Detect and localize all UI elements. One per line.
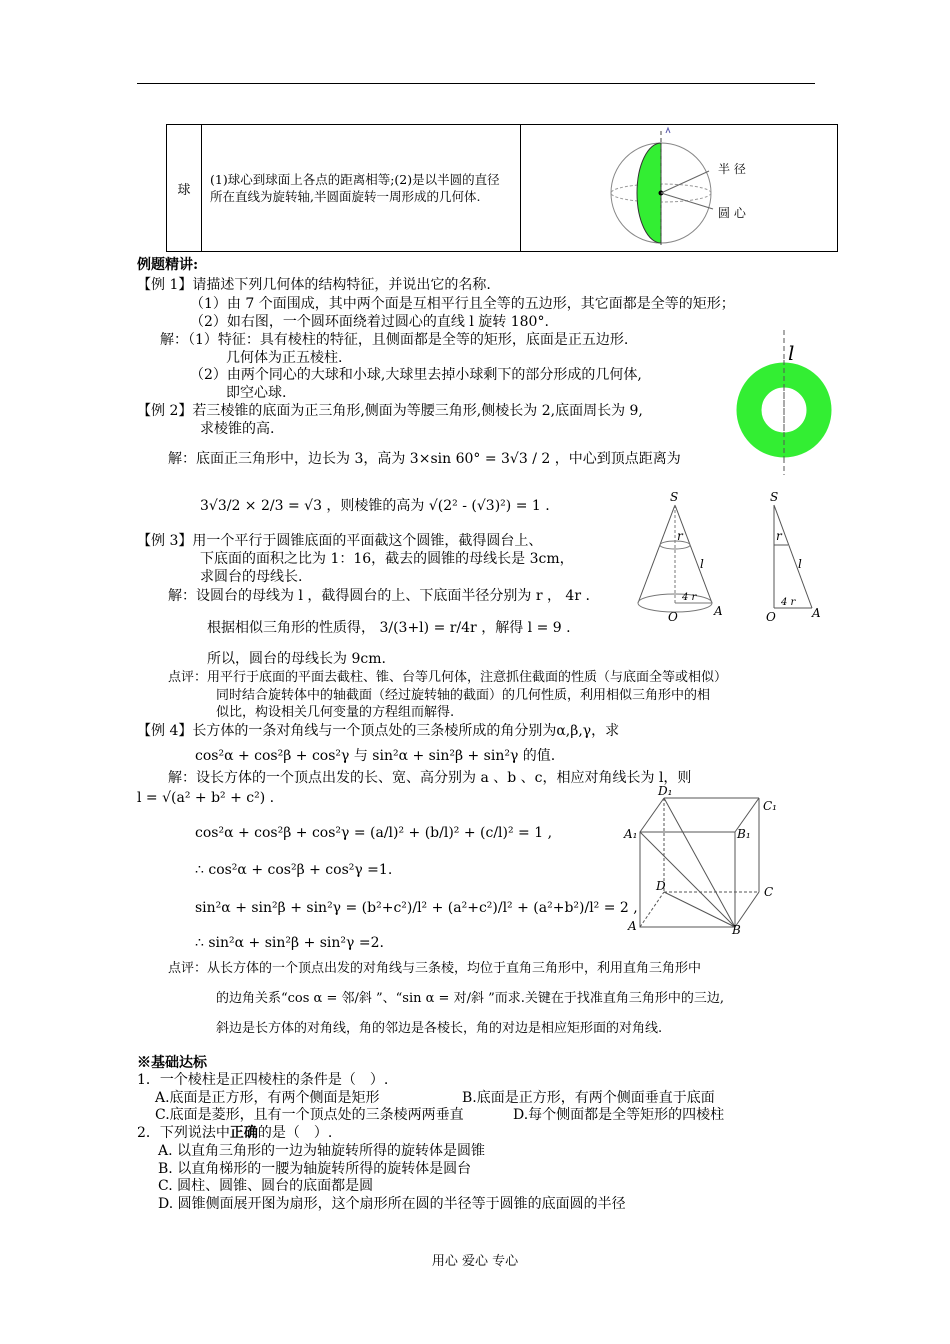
ring-figure [732,330,832,475]
cone-O: O [668,610,678,624]
cone-S: S [670,490,679,504]
s2-q2 [137,1122,332,1142]
s2-q2a: A. 以直角三角形的一边为轴旋转所得的旋转体是圆锥 [158,1143,486,1159]
tri-O: O [766,610,776,624]
s2-q2c: C. 圆柱、圆锥、圆台的底面都是圆 [158,1178,374,1194]
ex1-sol1b: 几何体为正五棱柱. [226,350,343,366]
row-description: (1)球心到球面上各点的距离相等;(2)是以半圆的直径所在直线为旋转轴,半圆面旋转一周形成的几何体. [202,125,521,252]
sphere-figure-cell [521,125,838,252]
ex4-comment3: 斜边是长方体的对角线，角的邻边是各棱长，角的对边是相应矩形面的对角线. [216,1021,663,1036]
cuboid-D1: D₁ [658,784,673,798]
cuboid-B: B [732,923,741,937]
cone-r: r [677,529,683,543]
ex1-q1: （1）由 7 个面围成，其中两个面是互相平行且全等的五边形，其它面都是全等的矩形； [190,296,735,312]
s2-q1a: A.底面是正方形，有两个侧面是矩形 [155,1090,380,1106]
ex1-head: 【例 1】请描述下列几何体的结构特征，并说出它的名称. [137,277,491,293]
tri-r: r [776,529,782,543]
ex4-comment1: 点评：从长方体的一个顶点出发的对角线与三条棱，均位于直角三角形中，利用直角三角形中 [168,961,702,976]
section-title-examples: 例题精讲: [137,257,199,273]
cone-A: A [714,604,723,618]
cuboid-A1: A₁ [624,827,638,841]
page-footer: 用心 爱心 专心 [431,1254,519,1269]
s2-q2-post: 的是（ ）. [257,1125,333,1141]
ex3-head: 【例 3】用一个平行于圆锥底面的平面截这个圆锥，截得圆台上、 [137,533,543,549]
cuboid-B1: B₁ [737,827,751,841]
s2-q1b: B.底面是正方形，有两个侧面垂直于底面 [462,1090,715,1106]
section-title-basics: ※基础达标 [137,1055,207,1071]
sphere-figure [521,125,837,247]
ex3-sol-c: 所以，圆台的母线长为 9cm. [207,651,386,667]
tri-4r: 4 r [781,597,796,608]
tri-S: S [770,490,779,504]
s2-q2d: D. 圆锥侧面展开图为扇形，这个扇形所在圆的半径等于圆锥的底面圆的半径 [158,1196,626,1212]
ex4-head: 【例 4】长方体的一条对角线与一个顶点处的三条棱所成的角分别为α,β,γ，求 [137,723,620,739]
ex2-sol-a: 解：底面正三角形中，边长为 3，高为 3×sin 60° = 3√3 / 2 ，中心到顶点距离为 [168,451,681,467]
s2-q1d: D.每个侧面都是全等矩形的四棱柱 [513,1107,725,1123]
row-label: 球 [167,125,202,252]
s2-q1c: C.底面是菱形，且有一个顶点处的三条棱两两垂直 [155,1107,464,1123]
ex3-head2: 下底面的面积之比为 1：16，截去的圆锥的母线长是 3cm， [200,551,574,567]
ex2-head: 【例 2】若三棱锥的底面为正三角形,侧面为等腰三角形,侧棱长为 2,底面周长为 9, [137,403,643,419]
ex4-comment2: 的边角关系“cos α = 邻/斜 ”、“sin α = 对/斜 ”而求.关键在于找准直角三角形中的三边, [216,991,724,1006]
cuboid-C1: C₁ [763,799,777,813]
ex4-eq4: ∴ sin²α + sin²β + sin²γ =2. [195,935,384,951]
ex2-head2: 求棱锥的高. [200,421,275,437]
sphere-table [166,124,838,252]
label-center: 圆 心 [718,206,746,220]
s2-q2b: B. 以直角梯形的一腰为轴旋转所得的旋转体是圆台 [158,1161,472,1177]
ex4-head2: cos²α + cos²β + cos²γ 与 sin²α + sin²β + sin²γ 的值. [195,748,556,764]
axis-label-l: l [788,341,795,365]
tri-l: l [798,557,802,571]
ex4-eq3: sin²α + sin²β + sin²γ = (b²+c²)/l² + (a²+c²)/l² + (a²+b²)/l² = 2 , [195,900,638,916]
tri-A: A [812,606,821,620]
ex1-sol2a: （2）由两个同心的大球和小球,大球里去掉小球剩下的部分形成的几何体, [190,367,642,383]
cuboid-figure [622,782,792,937]
ex3-comment3: 似比，构设相关几何变量的方程组而解得. [216,705,455,720]
cone-4r: 4 r [682,592,697,603]
ex3-sol-b: 根据相似三角形的性质得， 3/(3+l) = r/4r ，解得 l = 9 . [207,620,571,636]
label-radius: 半 径 [718,162,746,176]
s2-q1: 1．一个棱柱是正四棱柱的条件是（ ）. [137,1072,389,1088]
s2-q2-bold: 正确 [229,1125,258,1141]
ex4-eq1: cos²α + cos²β + cos²γ = (a/l)² + (b/l)² + (c/l)² = 1 , [195,825,553,841]
ex4-sol-b: l = √(a² + b² + c²) . [137,790,275,806]
ex1-sol2b: 即空心球. [226,385,287,401]
s2-q2-pre: 2．下列说法中 [137,1125,230,1141]
ex1-sol1a: 解：（1）特征：具有棱柱的特征，且侧面都是全等的矩形，底面是正五边形. [160,332,629,348]
cone-figures [630,485,840,630]
ex4-eq2: ∴ cos²α + cos²β + cos²γ =1. [195,862,393,878]
ex1-q2: （2）如右图，一个圆环面绕着过圆心的直线 l 旋转 180°. [190,314,549,330]
ex3-comment1: 点评：用平行于底面的平面去截柱、锥、台等几何体，注意抓住截面的性质（与底面全等或相似） [168,670,728,685]
ex3-comment2: 同时结合旋转体中的轴截面（经过旋转轴的截面）的几何性质，利用相似三角形中的相 [216,688,711,703]
ex3-sol-a: 解：设圆台的母线为 l ，截得圆台的上、下底面半径分别为 r ， 4r . [168,588,590,604]
cuboid-C: C [764,885,774,899]
cone-l: l [700,557,704,571]
cuboid-A: A [628,919,637,933]
ex4-sol-a: 解：设长方体的一个顶点出发的长、宽、高分别为 a 、b 、c，相应对角线长为 l，则 [168,770,692,786]
cuboid-D: D [656,879,666,893]
ex2-sol-b: 3√3/2 × 2/3 = √3 ，则棱锥的高为 √(2² - (√3)²) = 1 . [200,498,550,514]
ex3-head3: 求圆台的母线长. [200,569,303,585]
header-rule [137,83,815,84]
